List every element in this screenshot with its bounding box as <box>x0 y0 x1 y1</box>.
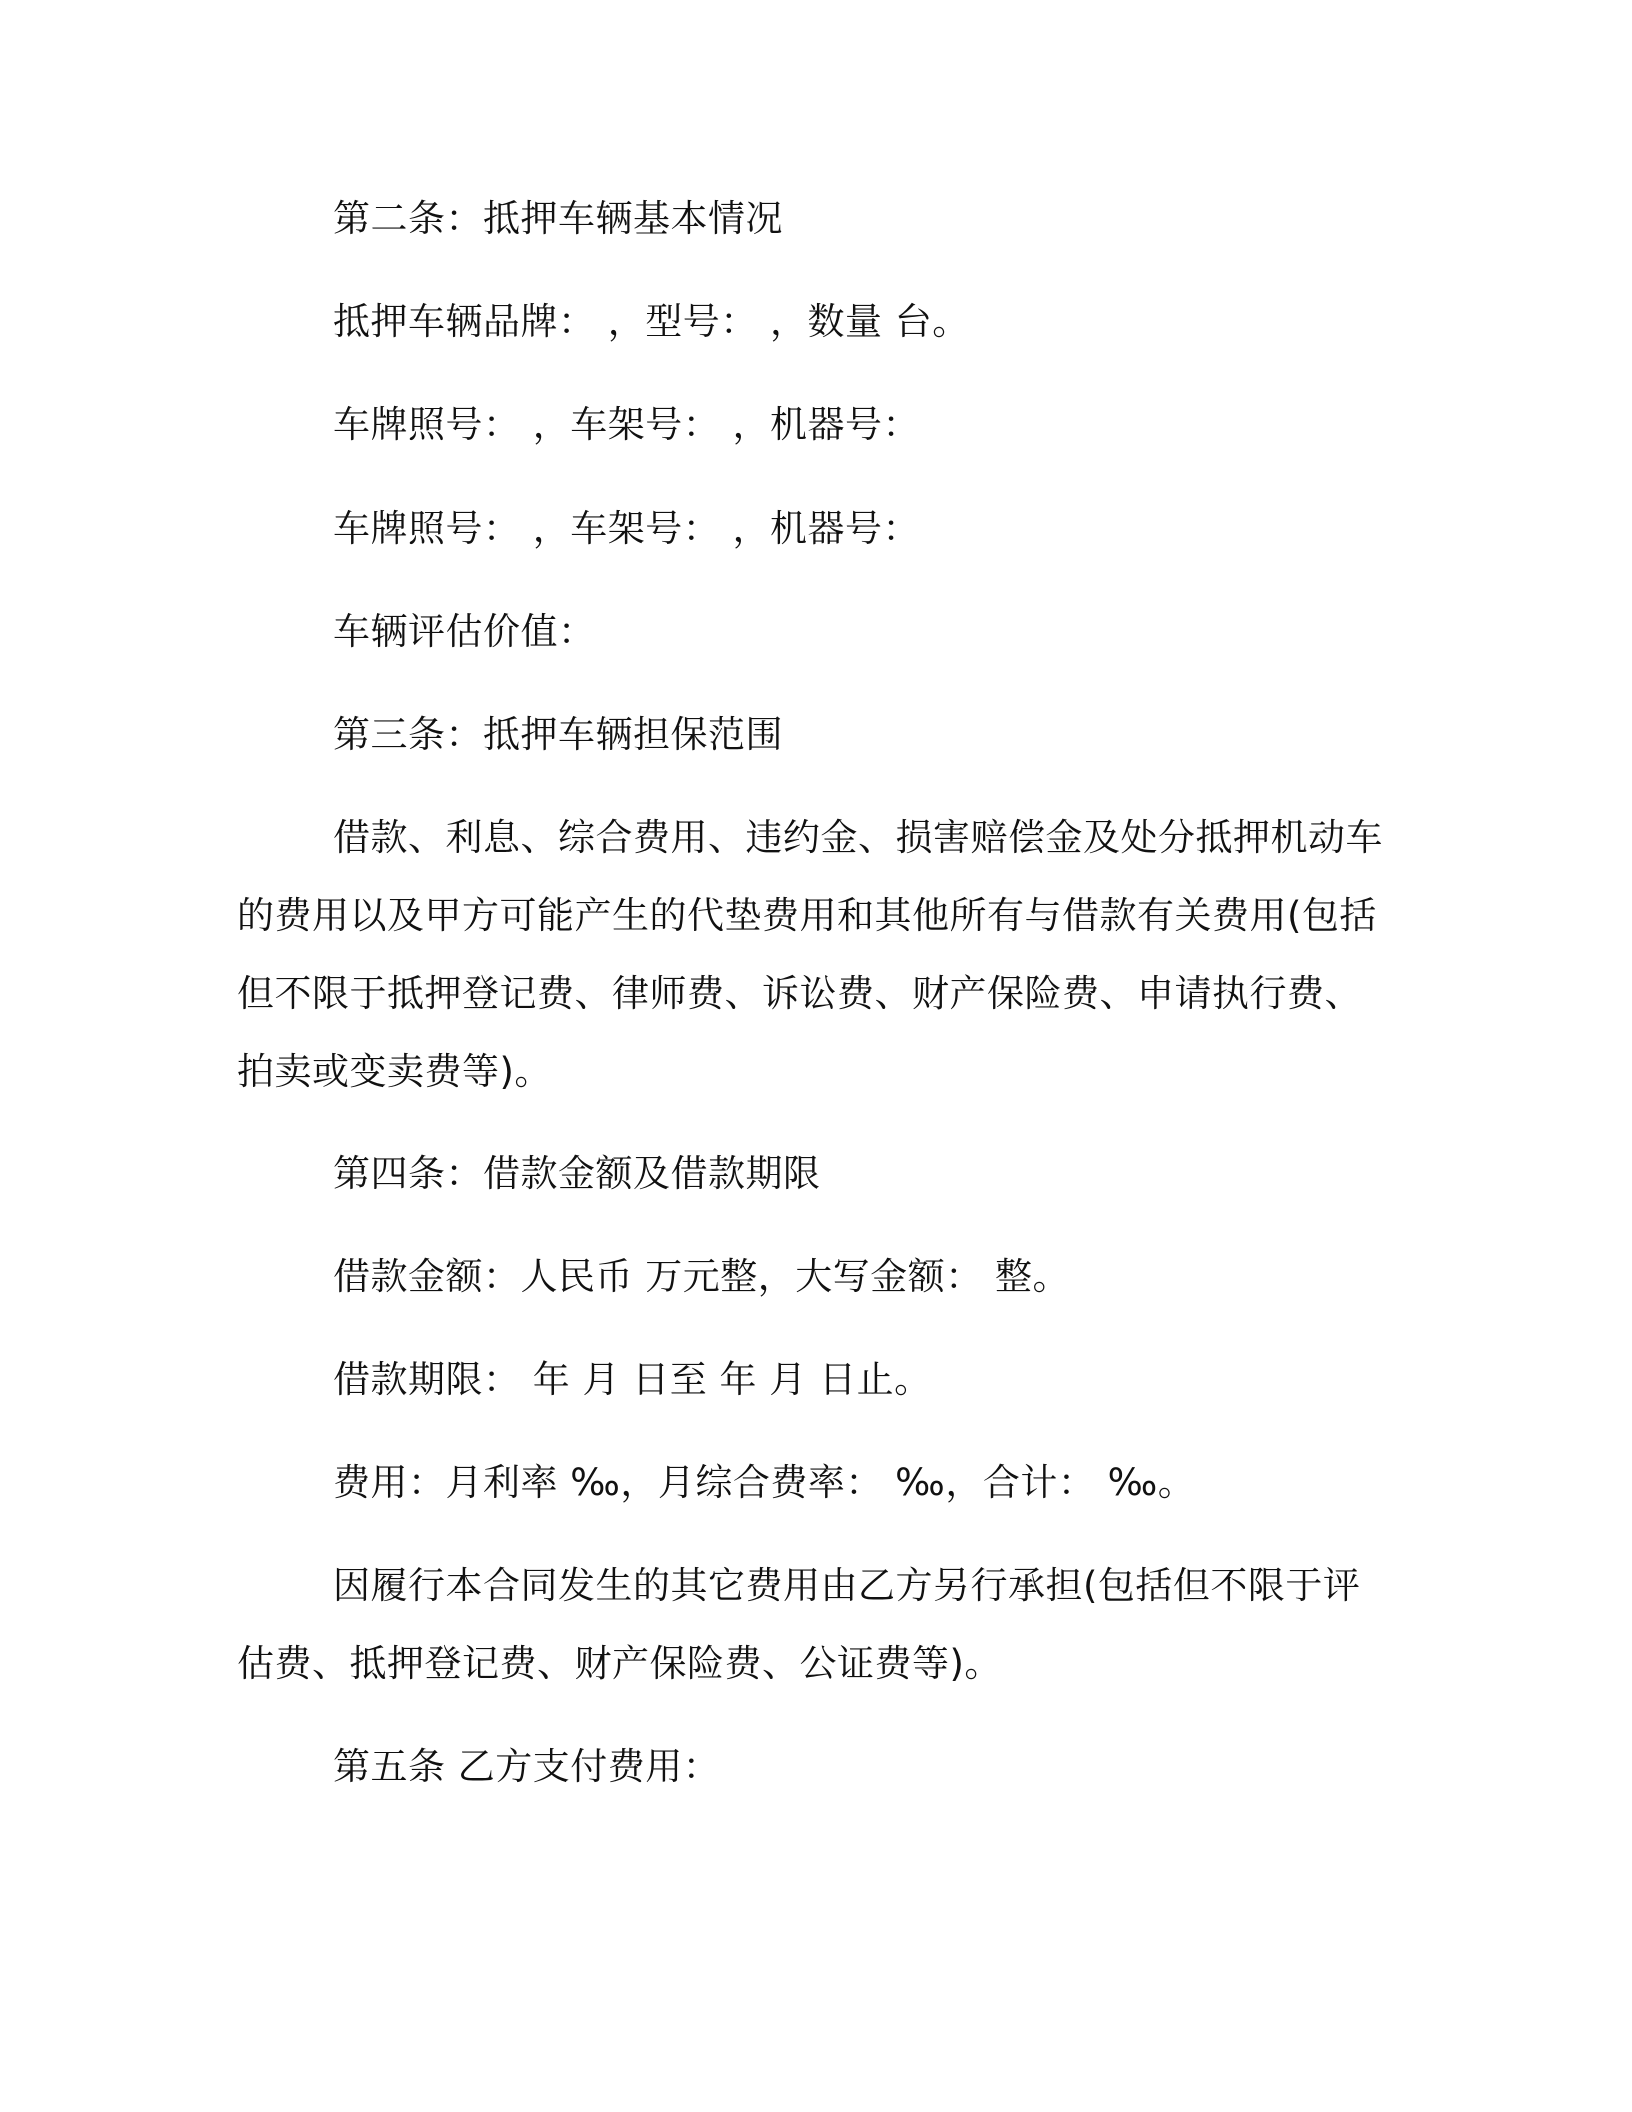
article-3-body-line-4: 拍卖或变卖费等)。 <box>237 1050 552 1093</box>
article-5-heading: 第五条 乙方支付费用： <box>333 1745 721 1788</box>
plate-number-line-2: 车牌照号： ，车架号： ，机器号： <box>333 507 921 550</box>
article-3-body-line-1: 借款、利息、综合费用、违约金、损害赔偿金及处分抵押机动车 <box>333 816 1383 859</box>
vehicle-brand-line: 抵押车辆品牌： ，型号： ，数量 台。 <box>333 300 970 343</box>
article-4-heading: 第四条：借款金额及借款期限 <box>333 1152 821 1195</box>
article-2-heading: 第二条：抵押车辆基本情况 <box>333 197 783 240</box>
vehicle-valuation-line: 车辆评估价值： <box>333 610 596 653</box>
fee-rate-line: 费用：月利率 ‰，月综合费率： ‰，合计： ‰。 <box>333 1461 1196 1504</box>
loan-term-line: 借款期限： 年 月 日至 年 月 日止。 <box>333 1358 932 1401</box>
article-3-body-line-3: 但不限于抵押登记费、律师费、诉讼费、财产保险费、申请执行费、 <box>237 972 1362 1015</box>
plate-number-line-1: 车牌照号： ，车架号： ，机器号： <box>333 403 921 446</box>
other-fees-line-1: 因履行本合同发生的其它费用由乙方另行承担(包括但不限于评 <box>333 1564 1361 1607</box>
article-3-heading: 第三条：抵押车辆担保范围 <box>333 713 783 756</box>
other-fees-line-2: 估费、抵押登记费、财产保险费、公证费等)。 <box>237 1642 1002 1685</box>
loan-amount-line: 借款金额：人民币 万元整，大写金额： 整。 <box>333 1255 1071 1298</box>
article-3-body-line-2: 的费用以及甲方可能产生的代垫费用和其他所有与借款有关费用(包括 <box>237 894 1377 937</box>
